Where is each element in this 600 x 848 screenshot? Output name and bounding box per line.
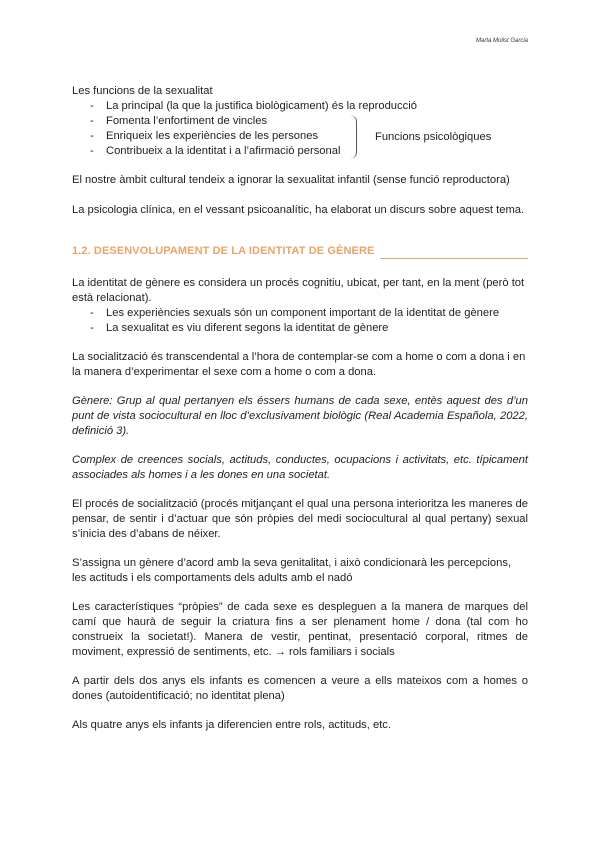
list-item: - La principal (la que la justifica biològicament) és la reproducció bbox=[72, 99, 528, 114]
list-item: - La sexualitat es viu diferent segons la identitat de gènere bbox=[72, 321, 528, 336]
definition-complex: Complex de creences socials, actituds, conductes, ocupacions i activitats, etc. típicament associades als homes i a les dones en una societat. bbox=[72, 454, 528, 481]
brace-label: Funcions psicològiques bbox=[375, 131, 492, 143]
paragraph-assigna: S’assigna un gènere d’acord amb la seva genitalitat, i això condicionarà les percepcions, les actituds i els comportaments dels adults amb el nadó bbox=[72, 557, 512, 584]
list-item: - Enriqueix les experiències de les persones bbox=[72, 129, 528, 144]
functions-block bbox=[72, 99, 528, 159]
author-name: Marta Molist Garcia bbox=[475, 38, 528, 44]
section-heading bbox=[72, 244, 528, 259]
list-item: - Fomenta l’enfortiment de vincles bbox=[72, 114, 528, 129]
page-content bbox=[72, 84, 528, 733]
heading-underline bbox=[380, 249, 528, 259]
paragraph-proces: El procés de socialització (procés mitjançant el qual una persona interioritza les maneres de pensar, de sentir i d’actuar que són pròpies del medi sociocultural al qual pertany) sexual s’inicia des d’abans de néixer. bbox=[72, 498, 528, 540]
paragraph-quatre-anys: Als quatre anys els infants ja diferencien entre rols, actituds, etc. bbox=[72, 719, 392, 731]
curly-brace bbox=[350, 115, 357, 159]
paragraph-socialitzacio: La socialització és transcendental a l’hora de contemplar-se com a home o com a dona i en la manera d’experimentar el sexe com a home o com a dona. bbox=[72, 351, 526, 378]
definition-genere: Gènere: Grup al qual pertanyen els éssers humans de cada sexe, entès aquest des d’un punt de vista sociocultural en lloc d’exclusivament biològic (Real Academia Española, 2022, definició 3). bbox=[72, 395, 528, 437]
list-item: - Contribueix a la identitat i a l’afirmació personal bbox=[72, 144, 528, 159]
list-item: - Les experiències sexuals són un component important de la identitat de gènere bbox=[72, 306, 528, 321]
intro-title: Les funcions de la sexualitat bbox=[72, 85, 213, 97]
paragraph-psicologia: La psicologia clínica, en el vessant psicoanalític, ha elaborat un discurs sobre aquest tema. bbox=[72, 204, 525, 216]
identitat-list bbox=[72, 306, 528, 336]
functions-list bbox=[72, 99, 528, 159]
paragraph-dos-anys: A partir dels dos anys els infants es comencen a veure a ells mateixos com a homes o dones (autoidentificació; no identitat plena) bbox=[72, 675, 528, 702]
paragraph-identitat: La identitat de gènere es considera un procés cognitiu, ubicat, per tant, en la ment (però tot està relacionat). bbox=[72, 277, 525, 304]
section-title: 1.2. DESENVOLUPAMENT DE LA IDENTITAT DE GÈNERE bbox=[72, 245, 375, 257]
paragraph-infantil: El nostre àmbit cultural tendeix a ignorar la sexualitat infantil (sense funció reproductora) bbox=[72, 174, 510, 186]
paragraph-caracteristiques: Les característiques “pròpies” de cada sexe es despleguen a la manera de marques del camí que haurà de seguir la criatura fins a ser plenament home / dona (tal com ho construeix la societat!). Manera de vestir, pentinat, presentació corporal, ritmes de moviment, expressió de sentiments, etc. → rols familiars i socials bbox=[72, 601, 528, 658]
